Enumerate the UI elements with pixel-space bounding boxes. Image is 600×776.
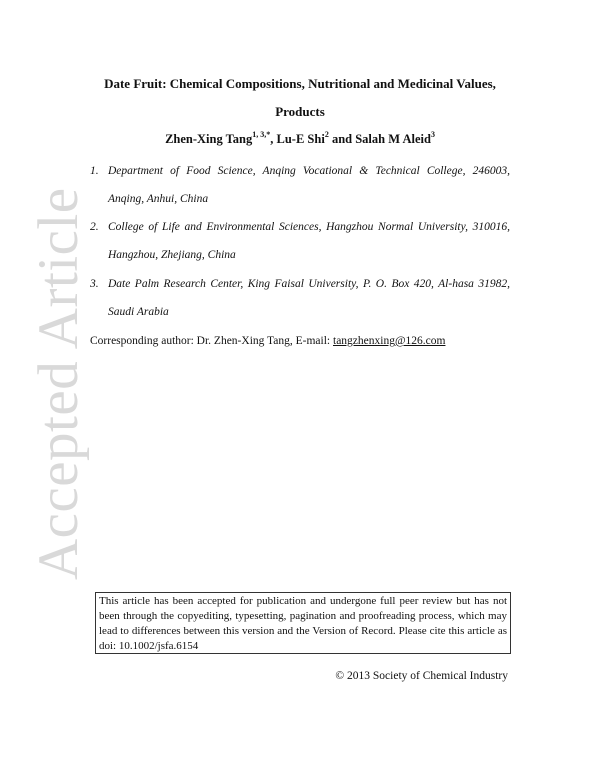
corresponding-author-label: Corresponding author: Dr. Zhen-Xing Tang, E-mail: xyxy=(90,335,333,347)
affiliation-number: 2. xyxy=(90,221,99,233)
corresponding-email-link[interactable]: tangzhenxing@126.com xyxy=(333,335,446,347)
affiliation-number: 3. xyxy=(90,278,99,290)
author-separator: and xyxy=(328,132,356,146)
copyright-notice: © 2013 Society of Chemical Industry xyxy=(335,670,508,682)
accepted-article-watermark: Accepted Article xyxy=(27,187,90,580)
author-name: Salah M Aleid xyxy=(355,132,431,146)
affiliation-number: 1. xyxy=(90,165,99,177)
affiliation-item xyxy=(90,163,510,213)
affiliation-text: College of Life and Environmental Sciences, Hangzhou Normal University, 310016, Hangzhou, Zhejiang, China xyxy=(108,221,510,261)
affiliation-item xyxy=(90,219,510,269)
author-list xyxy=(90,131,510,147)
affiliation-text: Department of Food Science, Anqing Vocational & Technical College, 246003, Anqing, Anhui, China xyxy=(108,165,510,205)
author-separator: , xyxy=(270,132,277,146)
affiliation-text: Date Palm Research Center, King Faisal University, P. O. Box 420, Al-hasa 31982, Saudi Arabia xyxy=(108,278,510,318)
author-affiliation-marker: 2 xyxy=(324,129,329,139)
author-affiliation-marker: 1, 3,* xyxy=(252,129,271,139)
corresponding-author xyxy=(90,333,445,349)
article-title-line-1: Date Fruit: Chemical Compositions, Nutritional and Medicinal Values, xyxy=(104,76,496,91)
accepted-article-notice: This article has been accepted for publication and undergone full peer review but has not been through the copyediting, typesetting, pagination and proofreading process, which may lead to differences between this version and the Version of Record. Please cite this article as doi: 10.1002/jsfa.6154 xyxy=(95,592,511,654)
article-title-line-2: Products xyxy=(275,104,325,119)
author-name: Zhen-Xing Tang xyxy=(165,132,253,146)
author-name: Lu-E Shi xyxy=(276,132,325,146)
affiliation-item xyxy=(90,276,510,326)
author-affiliation-marker: 3 xyxy=(430,129,435,139)
